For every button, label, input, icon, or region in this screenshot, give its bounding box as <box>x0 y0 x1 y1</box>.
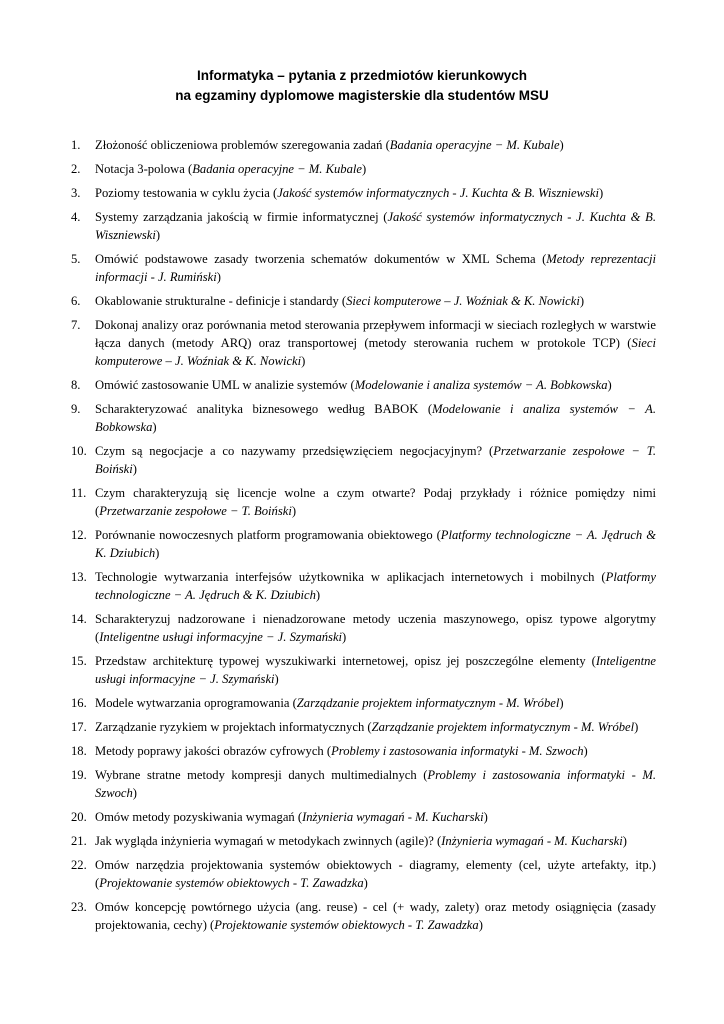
question-item <box>71 160 656 178</box>
question-text-block <box>95 742 656 760</box>
question-tail: ) <box>315 588 321 602</box>
question-text: Omów metody pozyskiwania wymagań ( <box>95 810 303 824</box>
question-text-block <box>95 526 656 562</box>
question-item <box>71 250 656 286</box>
question-text-block <box>95 316 656 370</box>
question-tail: ) <box>559 696 564 710</box>
question-text-block <box>95 400 656 436</box>
question-source: Platformy technologiczne − A. Jędruch & K. Dziubich <box>95 570 656 602</box>
question-tail: ) <box>132 786 137 800</box>
question-text: Omówić podstawowe zasady tworzenia schematów dokumentów w XML Schema ( <box>95 252 547 266</box>
question-number: 8. <box>71 378 81 392</box>
question-source: Badania operacyjne − M. Kubale <box>192 162 362 176</box>
question-source: Jakość systemów informatycznych - J. Kuchta & B. Wiszniewski <box>277 186 599 200</box>
question-tail: ) <box>342 630 347 644</box>
question-tail: ) <box>155 546 160 560</box>
question-number: 5. <box>71 252 81 266</box>
question-text: Notacja 3-polowa ( <box>95 162 193 176</box>
question-tail: ) <box>291 504 297 518</box>
question-number: 20. <box>71 810 87 824</box>
question-item <box>71 856 656 892</box>
question-text: Technologie wytwarzania interfejsów użytkownika w aplikacjach internetowych i mobilnych ( <box>95 570 606 584</box>
question-text: Poziomy testowania w cyklu życia ( <box>95 186 278 200</box>
question-source: Badania operacyjne − M. Kubale <box>389 138 560 152</box>
question-tail: ) <box>478 918 483 932</box>
question-text-block <box>95 694 656 712</box>
question-source: Sieci komputerowe – J. Woźniak & K. Nowicki <box>95 336 656 368</box>
question-text-block <box>95 832 656 850</box>
question-source: Inżynieria wymagań - M. Kucharski <box>441 834 623 848</box>
question-text-block <box>95 766 656 802</box>
question-source: Modelowanie i analiza systemów − A. Bobkowska <box>354 378 608 392</box>
question-text-block <box>95 718 656 736</box>
question-source: Jakość systemów informatycznych - J. Kuchta & B. Wiszniewski <box>95 210 656 242</box>
question-tail: ) <box>622 834 627 848</box>
question-tail: ) <box>607 378 612 392</box>
question-item <box>71 208 656 244</box>
question-tail: ) <box>152 420 157 434</box>
question-tail: ) <box>216 270 221 284</box>
question-item <box>71 718 656 736</box>
question-text: Omów koncepcję powtórnego użycia (ang. reuse) - cel (+ wady, zalety) oraz metody osiągnięcia (zasady projektowania, cechy) ( <box>95 900 656 932</box>
question-text: Dokonaj analizy oraz porównania metod sterowania przepływem informacji w sieciach rozległych w warstwie łącza danych (metody ARQ) oraz transportowej (metody sterowania ruchem w protokole TCP) ( <box>95 318 656 350</box>
question-text: Okablowanie strukturalne - definicje i standardy ( <box>95 294 347 308</box>
question-number: 19. <box>71 768 87 782</box>
question-text-block <box>95 376 656 394</box>
question-tail: ) <box>599 186 604 200</box>
question-text: Wybrane stratne metody kompresji danych multimedialnych ( <box>95 768 428 782</box>
question-item <box>71 652 656 688</box>
question-text-block <box>95 184 656 202</box>
question-tail: ) <box>274 672 279 686</box>
question-source: Inteligentne usługi informacyjne − J. Szymański <box>99 630 343 644</box>
question-text: Scharakteryzować analityka biznesowego według BABOK ( <box>95 402 433 416</box>
question-text: Systemy zarządzania jakością w firmie informatycznej ( <box>95 210 388 224</box>
question-source: Projektowanie systemów obiektowych - T. Zawadzka <box>214 918 479 932</box>
question-source: Zarządzanie projektem informatycznym - M. Wróbel <box>296 696 560 710</box>
question-number: 17. <box>71 720 87 734</box>
question-item <box>71 442 656 478</box>
question-number: 13. <box>71 570 87 584</box>
question-item <box>71 184 656 202</box>
question-text: Przedstaw architekturę typowej wyszukiwarki internetowej, opisz jej poszczególne elementy ( <box>95 654 596 668</box>
question-tail: ) <box>559 138 564 152</box>
question-item <box>71 484 656 520</box>
question-item <box>71 316 656 370</box>
question-item <box>71 694 656 712</box>
question-text-block <box>95 568 656 604</box>
question-item <box>71 400 656 436</box>
question-text-block <box>95 856 656 892</box>
question-source: Inteligentne usługi informacyjne − J. Szymański <box>95 654 656 686</box>
question-tail: ) <box>363 876 368 890</box>
question-source: Problemy i zastosowania informatyki - M. Szwoch <box>331 744 584 758</box>
question-text: Porównanie nowoczesnych platform programowania obiektowego ( <box>95 528 441 542</box>
question-text-block <box>95 208 656 244</box>
question-number: 11. <box>71 486 87 500</box>
question-source: Zarządzanie projektem informatycznym - M. Wróbel <box>371 720 635 734</box>
question-text: Zarządzanie ryzykiem w projektach informatycznych ( <box>95 720 372 734</box>
question-item <box>71 898 656 934</box>
question-source: Sieci komputerowe – J. Woźniak & K. Nowicki <box>346 294 580 308</box>
question-tail: ) <box>483 810 488 824</box>
question-text-block <box>95 898 656 934</box>
question-number: 2. <box>71 162 81 176</box>
question-source: Przetwarzanie zespołowe − T. Boiński <box>95 444 656 476</box>
question-text: Czym są negocjacje a co nazywamy przedsięwzięciem negocjacyjnym? ( <box>95 444 494 458</box>
question-tail: ) <box>634 720 639 734</box>
question-source: Inżynieria wymagań - M. Kucharski <box>302 810 484 824</box>
question-text-block <box>95 610 656 646</box>
question-text-block <box>95 160 656 178</box>
question-number: 18. <box>71 744 87 758</box>
question-text-block <box>95 442 656 478</box>
question-source: Projektowanie systemów obiektowych - T. Zawadzka <box>99 876 364 890</box>
question-item <box>71 832 656 850</box>
question-text: Modele wytwarzania oprogramowania ( <box>95 696 297 710</box>
question-text: Omów narzędzia projektowania systemów obiektowych - diagramy, elementy (cel, użyte artefakty, itp.) ( <box>95 858 656 890</box>
question-number: 7. <box>71 318 81 332</box>
question-text: Złożoność obliczeniowa problemów szeregowania zadań ( <box>95 138 390 152</box>
question-text: Omówić zastosowanie UML w analizie systemów ( <box>95 378 355 392</box>
question-source: Przetwarzanie zespołowe − T. Boiński <box>99 504 292 518</box>
title-line-1: Informatyka – pytania z przedmiotów kierunkowych <box>196 68 528 83</box>
question-tail: ) <box>132 462 137 476</box>
question-number: 1. <box>71 138 81 152</box>
question-item <box>71 136 656 154</box>
question-item <box>71 766 656 802</box>
question-tail: ) <box>361 162 367 176</box>
question-text: Jak wygląda inżynieria wymagań w metodykach zwinnych (agile)? ( <box>95 834 442 848</box>
question-list <box>71 136 656 940</box>
question-number: 15. <box>71 654 87 668</box>
question-number: 9. <box>71 402 81 416</box>
question-source: Problemy i zastosowania informatyki - M. Szwoch <box>95 768 656 800</box>
question-item <box>71 568 656 604</box>
question-number: 23. <box>71 900 87 914</box>
question-number: 4. <box>71 210 81 224</box>
question-text: Czym charakteryzują się licencje wolne a czym otwarte? Podaj przykłady i różnice pomiędzy nimi ( <box>95 486 656 518</box>
question-number: 12. <box>71 528 87 542</box>
question-number: 22. <box>71 858 87 872</box>
question-number: 6. <box>71 294 81 308</box>
question-text-block <box>95 292 656 310</box>
question-text-block <box>95 250 656 286</box>
question-text: Metody poprawy jakości obrazów cyfrowych ( <box>95 744 332 758</box>
question-tail: ) <box>155 228 161 242</box>
question-number: 14. <box>71 612 87 626</box>
question-source: Platformy technologiczne − A. Jędruch & K. Dziubich <box>95 528 656 560</box>
question-source: Metody reprezentacji informacji - J. Rumiński <box>95 252 656 284</box>
question-tail: ) <box>579 294 585 308</box>
title-line-2: na egzaminy dyplomowe magisterskie dla studentów MSU <box>175 88 549 103</box>
question-source: Modelowanie i analiza systemów − A. Bobkowska <box>95 402 656 434</box>
question-item <box>71 526 656 562</box>
question-text-block <box>95 136 656 154</box>
question-item <box>71 376 656 394</box>
question-number: 3. <box>71 186 81 200</box>
question-item <box>71 808 656 826</box>
question-number: 16. <box>71 696 87 710</box>
question-tail: ) <box>301 354 306 368</box>
question-item <box>71 292 656 310</box>
question-text-block <box>95 808 656 826</box>
question-item <box>71 610 656 646</box>
question-text: Scharakteryzuj nadzorowane i nienadzorowane metody uczenia maszynowego, opisz typowe algorytmy ( <box>95 612 656 644</box>
question-text-block <box>95 652 656 688</box>
question-tail: ) <box>583 744 588 758</box>
question-text-block <box>95 484 656 520</box>
question-number: 21. <box>71 834 87 848</box>
question-item <box>71 742 656 760</box>
question-number: 10. <box>71 444 87 458</box>
document-title <box>0 66 724 106</box>
